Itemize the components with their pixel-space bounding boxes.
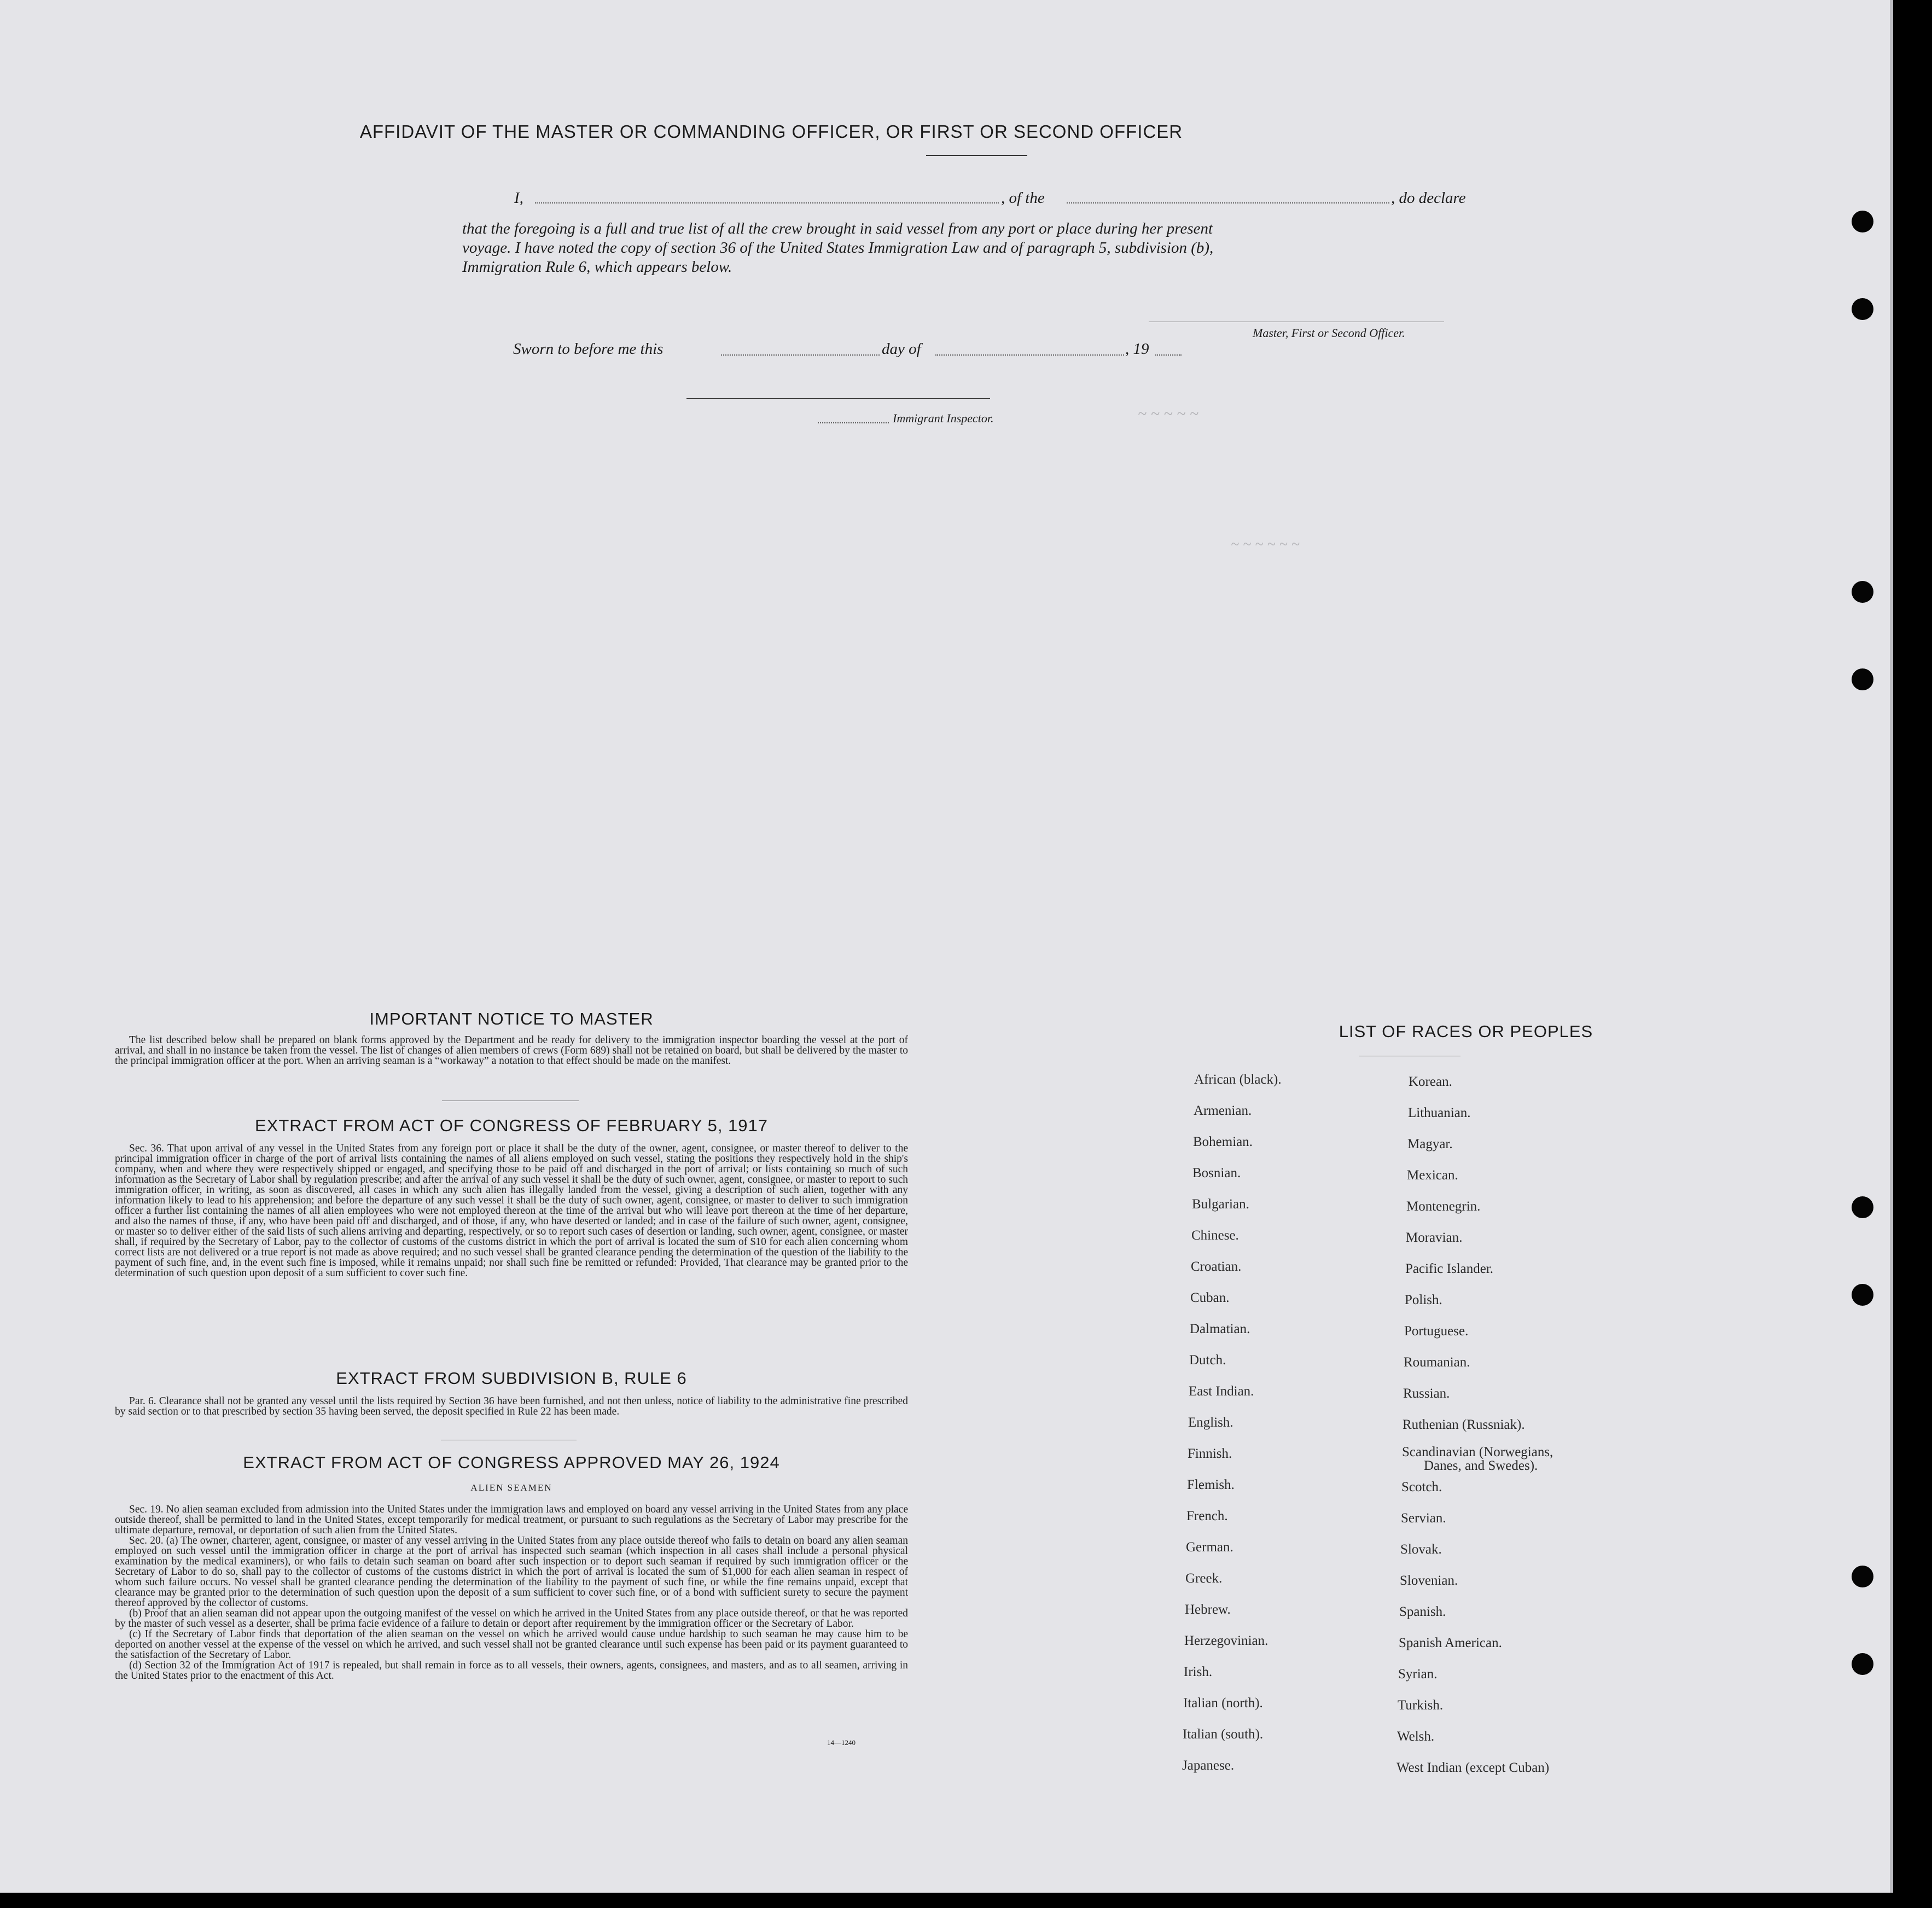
- punch-hole: [1852, 668, 1873, 690]
- notice-title: IMPORTANT NOTICE TO MASTER: [369, 1009, 654, 1028]
- race-item: Magyar.: [1407, 1137, 1453, 1151]
- sworn-month-field[interactable]: [935, 354, 1124, 356]
- affidavit-title: AFFIDAVIT OF THE MASTER OR COMMANDING OFFICER, OR FIRST OR SECOND OFFICER: [359, 121, 1183, 142]
- race-item: Herzegovinian.: [1184, 1633, 1268, 1648]
- race-item: East Indian.: [1189, 1384, 1254, 1399]
- sec-20a-text: Sec. 20. (a) The owner, charterer, agent, consignee, or master of any vessel arriving in the United States from any place outside thereof who fails to detain on board any alien seaman employed on such vessel until the immigration officer in charge at the port of arrival has inspected such seaman (which inspection in all cases shall include a personal physical examination by the medical examiners), or who fails to detain such seaman on board after such inspection or to deport such seaman if required by such immigration officer or the Secretary of Labor to do so, shall pay to the collector of customs of the customs district in which the port of arrival is located the sum of $1,000 for each alien seaman in respect of whom such failure occurs. No vessel shall be granted clearance pending the determination of the liability to the payment of such fine, or while the fine remains unpaid, except that clearance may be granted prior to the determination of such question upon the deposit of a sum sufficient to cover such fine, or of a bond with sufficient surety to secure the payment thereof approved by the collector of customs.: [115, 1535, 908, 1609]
- race-item: Greek.: [1185, 1571, 1223, 1586]
- punch-hole: [1852, 1196, 1873, 1218]
- extract-1917-text: Sec. 36. That upon arrival of any vessel in the United States from any foreign port or place it shall be the duty of the owner, agent, consignee, or master thereof to deliver to the principal immigration officer in charge of the port of arrival lists containing the names of all aliens employed on such vessel, stating the positions they respectively hold in the ship's company, when and where they were respectively shipped or engaged, and specifying those to be paid off and discharged in the port of arrival; or lists containing so much of such information as the Secretary of Labor shall by regulation prescribe; and after the arrival of any such vessel it shall be the duty of such owner, agent, consignee, or master to report to such immigration officer, in writing, as soon as discovered, all cases in which any such alien has illegally landed from the vessel, giving a description of such alien, together with any information likely to lead to his apprehension; and before the departure of any such vessel it shall be the duty of such owner, agent, consignee, or master to deliver to such immigration officer a further list containing the names of all alien employees who were not employed thereon at the time of the arrival but who will leave port thereon at the time of her departure, and also the names of those, if any, who have been paid off and discharged, and of those, if any, who have deserted or landed; and in case of the failure of such owner, agent, consignee, or master so to deliver either of the said lists of such aliens arriving and departing, respectively, or so to report such cases of desertion or landing, such owner, agent, consignee, or master shall, if required by the Secretary of Labor, pay to the collector of customs of the customs district in which the port of arrival is located the sum of $10 for each alien concerning whom correct lists are not delivered or a true report is not made as above required; and no such vessel shall be granted clearance pending the determination of the question of the liability to the payment of such fine, and, in the event such fine is imposed, while it remains unpaid; nor shall such fine be remitted or refunded: Provided, That clearance may be granted prior to the determination of such question upon deposit of a sum sufficient to cover such fine.: [115, 1143, 908, 1279]
- race-item: Scotch.: [1401, 1480, 1442, 1494]
- affidavit-of-the: , of the: [1001, 189, 1045, 207]
- races-title: LIST OF RACES OR PEOPLES: [1339, 1022, 1593, 1041]
- race-item: Bohemian.: [1193, 1135, 1253, 1149]
- race-item: Hebrew.: [1185, 1602, 1231, 1617]
- race-item: African (black).: [1194, 1072, 1282, 1087]
- title-divider: [926, 155, 1027, 156]
- faint-stamp-mark: ~ ~ ~ ~ ~: [1138, 405, 1199, 423]
- notice-text: The list described below shall be prepared on blank forms approved by the Department and be ready for delivery to the immigration inspector boarding the vessel at the port of arrival, and shall in no instance be taken from the vessel. The list of changes of alien members of crews (Form 689) shall not be retained on board, but shall be delivered by the master to the principal immigration officer at the port. When an arriving seaman is a “workaway” a notation to that effect should be made on the manifest.: [115, 1034, 908, 1067]
- extract-1924-text: [115, 1504, 908, 1681]
- inspector-dots: [818, 422, 889, 423]
- sworn-prefix: Sworn to before me this: [513, 340, 664, 358]
- page-edge: [1890, 0, 1893, 1893]
- extract-rule6-text: Par. 6. Clearance shall not be granted any vessel until the lists required by Section 36 have been furnished, and not then unless, notice of liability to the administrative fine prescribed by said section or to that prescribed by section 35 having been served, the deposit specified in Rule 22 has been made.: [115, 1395, 908, 1417]
- race-item: Japanese.: [1182, 1758, 1235, 1773]
- sworn-day-field[interactable]: [721, 354, 880, 356]
- sec-20c-text: (c) If the Secretary of Labor finds that deportation of the alien seaman on the vessel on which he arrived would cause undue hardship to such seaman he may cause him to be deported on another vessel at the expense of the vessel on which he arrived, and such vessel shall not be granted clearance until such expense has been paid or its payment guaranteed to the satisfaction of the Secretary of Labor.: [115, 1628, 908, 1661]
- sec-20b-text: (b) Proof that an alien seaman did not appear upon the outgoing manifest of the vessel on which he arrived in the United States from any place outside thereof, or that he was reported by the master of such vessel as a deserter, shall be prima facie evidence of a failure to detain or deport after requirement by the immigration officer or the Secretary of Labor.: [115, 1608, 908, 1630]
- affidavit-body-line: that the foregoing is a full and true list of all the crew brought in said vessel from any port or place during her present: [462, 220, 1213, 237]
- race-item: Lithuanian.: [1408, 1106, 1471, 1120]
- faint-stamp-mark: ~ ~ ~ ~ ~ ~: [1231, 536, 1300, 553]
- extract-1917-title: EXTRACT FROM ACT OF CONGRESS OF FEBRUARY 5, 1917: [254, 1116, 769, 1135]
- race-item: Syrian.: [1398, 1667, 1438, 1682]
- affidavit-i: I,: [514, 189, 523, 207]
- race-item: Korean.: [1409, 1074, 1452, 1089]
- sworn-year: , 19: [1125, 340, 1149, 358]
- form-number: 14—1240: [827, 1738, 856, 1747]
- race-item: Moravian.: [1406, 1230, 1463, 1245]
- race-item: Dalmatian.: [1190, 1322, 1250, 1336]
- race-item: Mexican.: [1407, 1168, 1458, 1183]
- race-item: Italian (south).: [1183, 1727, 1264, 1742]
- race-item: Irish.: [1184, 1665, 1213, 1679]
- punch-hole: [1852, 581, 1873, 603]
- race-item: Scandinavian (Norwegians,: [1402, 1445, 1553, 1459]
- race-item: Bulgarian.: [1192, 1197, 1249, 1212]
- punch-hole: [1852, 1566, 1873, 1587]
- race-item: Croatian.: [1191, 1259, 1242, 1274]
- extract-1924-title: EXTRACT FROM ACT OF CONGRESS APPROVED MAY 26, 1924: [243, 1453, 780, 1472]
- race-item: Finnish.: [1188, 1446, 1232, 1461]
- inspector-signature-line[interactable]: [686, 398, 990, 399]
- alien-seamen-subtitle: ALIEN SEAMEN: [470, 1482, 552, 1493]
- race-item: Slovenian.: [1400, 1573, 1458, 1588]
- affidavit-declare: , do declare: [1391, 189, 1466, 207]
- race-item: Russian.: [1403, 1386, 1450, 1401]
- race-item: Pacific Islander.: [1405, 1261, 1494, 1276]
- race-item: German.: [1186, 1540, 1233, 1555]
- race-item: Chinese.: [1191, 1228, 1239, 1243]
- race-item: Welsh.: [1397, 1729, 1435, 1744]
- race-item: French.: [1186, 1509, 1228, 1523]
- punch-hole: [1852, 211, 1873, 232]
- master-name-field[interactable]: [535, 202, 999, 203]
- race-item: Portuguese.: [1404, 1324, 1469, 1339]
- sec-19-text: Sec. 19. No alien seaman excluded from admission into the United States under the immigration laws and employed on board any vessel arriving in the United States from any place outside thereof, shall be permitted to land in the United States, except temporarily for medical treatment, or pursuant to such regulations as the Secretary of Labor may prescribe for the ultimate departure, removal, or deportation of such alien from the United States.: [115, 1504, 908, 1536]
- race-item: Spanish.: [1399, 1604, 1446, 1619]
- race-item: Slovak.: [1400, 1542, 1442, 1557]
- race-item: Ruthenian (Russniak).: [1403, 1417, 1525, 1432]
- race-item: Dutch.: [1189, 1353, 1226, 1368]
- punch-hole: [1852, 298, 1873, 320]
- race-item: West Indian (except Cuban): [1396, 1760, 1550, 1775]
- sworn-day-of: day of: [882, 340, 921, 358]
- affidavit-body-line: voyage. I have noted the copy of section 36 of the United States Immigration Law and of paragraph 5, subdivision (b),: [462, 239, 1214, 257]
- race-item: Flemish.: [1187, 1477, 1235, 1492]
- punch-hole: [1852, 1653, 1873, 1675]
- sworn-year-field[interactable]: [1155, 354, 1182, 356]
- race-item: Armenian.: [1194, 1103, 1252, 1118]
- race-item: Polish.: [1405, 1293, 1442, 1307]
- race-item: Montenegrin.: [1406, 1199, 1481, 1214]
- race-item: Turkish.: [1398, 1698, 1444, 1713]
- race-item: Servian.: [1401, 1511, 1446, 1526]
- race-item: English.: [1188, 1415, 1233, 1430]
- affidavit-body-line: Immigration Rule 6, which appears below.: [462, 258, 732, 276]
- sec-20d-text: (d) Section 32 of the Immigration Act of 1917 is repealed, but shall remain in force as to all vessels, their owners, agents, consignees, and masters, and as to all seamen, arriving in the United States prior to the enactment of this Act.: [115, 1660, 908, 1682]
- punch-hole: [1852, 1284, 1873, 1306]
- vessel-name-field[interactable]: [1067, 202, 1389, 203]
- race-item: Spanish American.: [1399, 1636, 1502, 1650]
- race-item: Italian (north).: [1183, 1696, 1263, 1711]
- signature-caption: Master, First or Second Officer.: [1253, 326, 1405, 340]
- race-item: Cuban.: [1190, 1290, 1230, 1305]
- inspector-caption: Immigrant Inspector.: [893, 411, 994, 425]
- race-item: Bosnian.: [1192, 1166, 1241, 1180]
- race-item: Roumanian.: [1404, 1355, 1470, 1370]
- extract-rule6-title: EXTRACT FROM SUBDIVISION B, RULE 6: [336, 1369, 687, 1388]
- race-item-continuation: Danes, and Swedes).: [1424, 1458, 1538, 1473]
